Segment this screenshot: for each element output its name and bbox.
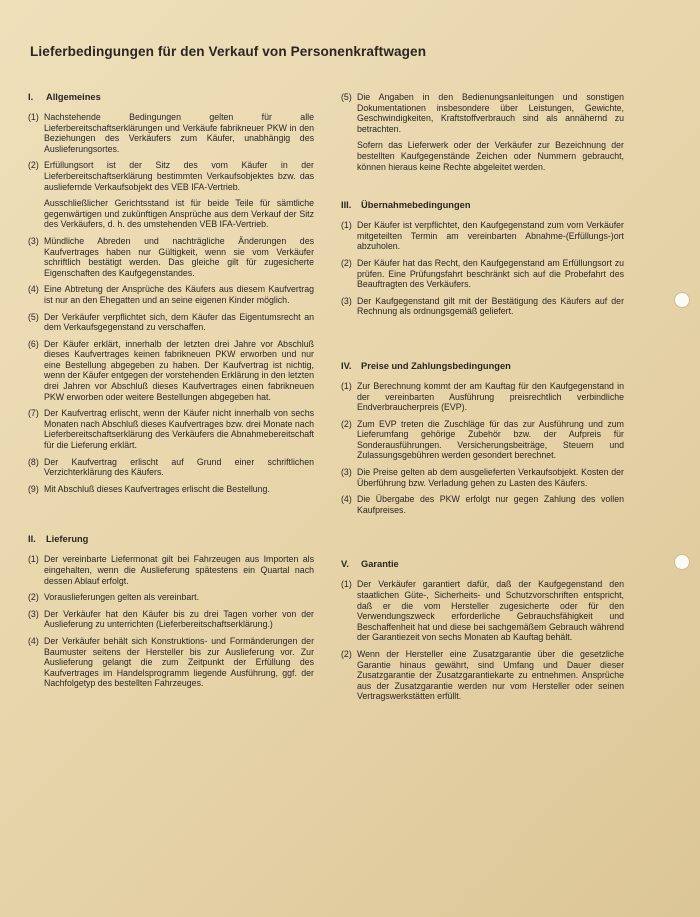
clause-number: (2) <box>341 418 352 429</box>
section-heading <box>341 559 624 569</box>
clause-number: (6) <box>28 338 39 349</box>
clause <box>341 258 624 290</box>
clause <box>341 381 624 413</box>
section-uebernahmebedingungen <box>341 200 624 317</box>
section-title: Übernahmebedingungen <box>361 200 471 211</box>
clause <box>341 92 624 134</box>
clause-text: Der Kaufvertrag erlischt, wenn der Käufer nicht innerhalb von sechs Monaten nach Abschluß dieses Kaufvertrages bzw. drei Monate nach Lieferbereitschaftserklärung des Verkäufers die Abnahmebereitschaft für die Lieferung erklärt. <box>44 408 314 451</box>
clause-text: Die Angaben in den Bedienungsanleitungen und sonstigen Dokumentationen insbesondere über Leistungen, Gewichte, Geschwindigkeiten, Kraftstoffverbrauch sind als annähernd zu betrachten. <box>357 92 624 134</box>
section-title: Allgemeines <box>46 92 101 102</box>
clause-text: Nachstehende Bedingungen gelten für alle Lieferbereitschaftserklärungen und Verkäufe fabrikneuer PKW in den Beziehungen des Verkäufers zum Käufer, unabhängig des Auslieferungsortes. <box>44 112 314 154</box>
clause <box>28 554 314 586</box>
clause <box>341 649 624 702</box>
clause-number: (3) <box>341 467 352 478</box>
section-garantie <box>341 559 624 702</box>
clause <box>28 408 314 450</box>
clause <box>28 484 314 495</box>
clause-text: Mit Abschluß dieses Kaufvertrages erlischt die Bestellung. <box>44 483 270 494</box>
section-preise <box>341 361 624 516</box>
clause-text: Der vereinbarte Liefermonat gilt bei Fahrzeugen aus Importen als eingehalten, wenn die Auslieferung spätestens ein Quartal nach dessen Ablauf erfolgt. <box>44 554 314 586</box>
section-heading <box>28 534 314 544</box>
clause-text: Die Preise gelten ab dem ausgelieferten Verkaufsobjekt. Kosten der Überführung bzw. Verladung gehen zu Lasten des Käufers. <box>357 467 624 488</box>
clause <box>341 296 624 317</box>
section-title: Garantie <box>361 559 399 570</box>
document-title: Lieferbedingungen für den Verkauf von Personenkraftwagen <box>30 44 427 59</box>
clause-number: (4) <box>28 284 39 295</box>
clause-number: (4) <box>28 635 39 646</box>
section-heading <box>341 200 624 210</box>
clause <box>28 609 314 630</box>
clause <box>28 457 314 478</box>
clause <box>28 636 314 689</box>
clause <box>341 494 624 515</box>
clause-number: (7) <box>28 408 39 419</box>
section-lieferung <box>28 534 314 689</box>
clause <box>28 236 314 278</box>
clause <box>341 419 624 461</box>
clause-text: Mündliche Abreden und nachträgliche Änderungen des Kaufvertrages haben nur Gültigkeit, wenn sie vom Verkäufer schriftlich bestätigt werden. Das gleiche gilt für zugesicherte Eigenschaften des Kaufgegenstandes. <box>44 235 314 278</box>
clause <box>28 339 314 403</box>
clause <box>341 579 624 643</box>
clause-number: (1) <box>28 112 39 122</box>
clause-number: (1) <box>341 220 352 231</box>
section-heading <box>28 92 314 102</box>
clause <box>28 284 314 305</box>
clause-number: (1) <box>341 579 352 590</box>
clause <box>28 312 314 333</box>
section-number: V. <box>341 559 349 570</box>
clause-number: (8) <box>28 456 39 467</box>
clause-number: (2) <box>341 257 352 268</box>
clause <box>28 160 314 192</box>
clause-text: Erfüllungsort ist der Sitz des vom Käufer in der Lieferbereitschaftserklärung bestimmten Verkaufsobjektes bzw. das ausliefernde Verkaufsobjekt des VEB IFA-Vertrieb. <box>44 160 314 192</box>
clause-number: (3) <box>28 235 39 246</box>
clause-number: (9) <box>28 483 39 494</box>
section-number: IV. <box>341 360 352 371</box>
clause-text: Der Kaufgegenstand gilt mit der Bestätigung des Käufers auf der Rechnung als ordnungsgemäß geliefert. <box>357 295 624 317</box>
clause-text: Der Käufer ist verpflichtet, den Kaufgegenstand zum vom Verkäufer mitgeteilten Termin am vereinbarten Abnahme-(Erfüllungs-)ort abzuholen. <box>357 220 624 252</box>
section-title: Lieferung <box>46 534 89 545</box>
section-heading <box>341 361 624 371</box>
section-number: III. <box>341 200 352 211</box>
clause-number: (2) <box>28 160 39 171</box>
clause-number: (2) <box>28 592 39 603</box>
clause-text: Vorauslieferungen gelten als vereinbart. <box>44 592 200 603</box>
clause <box>341 467 624 488</box>
section-allgemeines <box>28 92 314 494</box>
clause-text: Der Käufer hat das Recht, den Kaufgegenstand am Erfüllungsort zu prüfen. Eine Prüfungsfahrt beschränkt sich auf die Probefahrt des Beauftragten des Verkäufers. <box>357 257 624 290</box>
clause <box>28 592 314 603</box>
clause-text: Zur Berechnung kommt der am Kauftag für den Kaufgegenstand in der vereinbarten Ausführung preisrechtlich verbindliche Endverbraucherpreis (EVP). <box>357 380 624 413</box>
section-title: Preise und Zahlungsbedingungen <box>361 360 511 371</box>
section-number: I. <box>28 92 34 102</box>
punch-hole <box>674 292 690 308</box>
clause-number: (3) <box>341 295 352 306</box>
clause-continuation: Sofern das Lieferwerk oder der Verkäufer zur Bezeichnung der bestellten Kaufgegenstände Zeichen oder Nummern gebraucht, können hieraus keine Rechte abgeleitet werden. <box>357 140 624 172</box>
clause-number: (1) <box>28 554 39 565</box>
clause-number: (4) <box>341 494 352 505</box>
clause-number: (5) <box>28 311 39 322</box>
clause-number: (2) <box>341 649 352 659</box>
clause-text: Der Verkäufer garantiert dafür, daß der Kaufgegenstand den staatlichen Güte-, Sicherheits- und Schutzvorschriften entspricht, daß er die vom Hersteller zugesicherte oder für den Verwendungszweck erforderliche Gebrauchsfähigkeit und Beschaffenheit hat und diese bei sachgemäßem Gebrauch während der Garantiezeit von sechs Monaten ab Kauftag behält. <box>357 579 624 643</box>
clause-text: Der Käufer erklärt, innerhalb der letzten drei Jahre vor Abschluß dieses Kaufvertrages keinen fabrikneuen PKW erworben und nur eine Bestellung abgegeben zu haben. Der Kaufvertrag ist nichtig, wenn der Käufer entgegen der vorstehenden Erklärung in den letzten drei Jahren vor Abschluß dieses Kaufvertrages einen fabrikneuen PKW erworben oder weitere Bestellungen abgegeben hat. <box>44 338 314 402</box>
clause-text: Der Verkäufer behält sich Konstruktions- und Formänderungen der Baumuster seitens der Hersteller bis zur Auslieferung vor. Zur Auslieferung gelangt die zum Zeitpunkt der Erfüllung des Kaufvertrages im Handelsprogramm liegende Ausführung, ggf. der Nachfolgetyp des bestellten Fahrzeuges. <box>44 635 314 689</box>
section-number: II. <box>28 534 36 545</box>
clause-text: Der Kaufvertrag erlischt auf Grund einer schriftlichen Verzichterklärung des Käufers. <box>44 456 314 478</box>
section-lieferung-continued <box>341 92 624 172</box>
clause-number: (1) <box>341 380 352 391</box>
clause-text: Eine Abtretung der Ansprüche des Käufers aus diesem Kaufvertrag ist nur an den Ehegatten und an seine eigenen Kinder möglich. <box>44 284 314 305</box>
punch-hole <box>674 554 690 570</box>
clause-number: (5) <box>341 92 352 102</box>
clause-text: Die Übergabe des PKW erfolgt nur gegen Zahlung des vollen Kaufpreises. <box>357 494 624 515</box>
clause-number: (3) <box>28 608 39 619</box>
clause-text: Wenn der Hersteller eine Zusatzgarantie über die gesetzliche Garantie hinaus gewährt, sind Umfang und Dauer dieser Zusatzgarantie der Zusatzgarantiekarte zu entnehmen. Ansprüche aus der Zusatzgarantie werden nur vom Hersteller oder seinen Vertragswerkstätten erfüllt. <box>357 649 624 702</box>
clause <box>28 112 314 154</box>
clause-text: Der Verkäufer hat den Käufer bis zu drei Tagen vorher von der Auslieferung zu unterrichten (Lieferbereitschaftserklärung.) <box>44 608 314 630</box>
clause-text: Zum EVP treten die Zuschläge für das zur Ausführung und zum Lieferumfang gehörige Zubehör bzw. der Aufpreis für Sonderausführungen. Versicherungsbeiträge, Steuern und Zulassungsgebühren werden gesondert berechnet. <box>357 418 624 461</box>
clause-text: Der Verkäufer verpflichtet sich, dem Käufer das Eigentumsrecht an dem Verkaufsgegenstand zu verschaffen. <box>44 311 314 333</box>
clause <box>341 220 624 252</box>
left-column <box>28 92 314 699</box>
clause-continuation: Ausschließlicher Gerichtsstand ist für beide Teile für sämtliche gegenwärtigen und zukünftigen Ansprüche aus dem Verkauf der Sitz des Verkäufers, d. h. des umstehenden VEB IFA-Vertrieb. <box>44 198 314 230</box>
right-column <box>341 92 624 712</box>
